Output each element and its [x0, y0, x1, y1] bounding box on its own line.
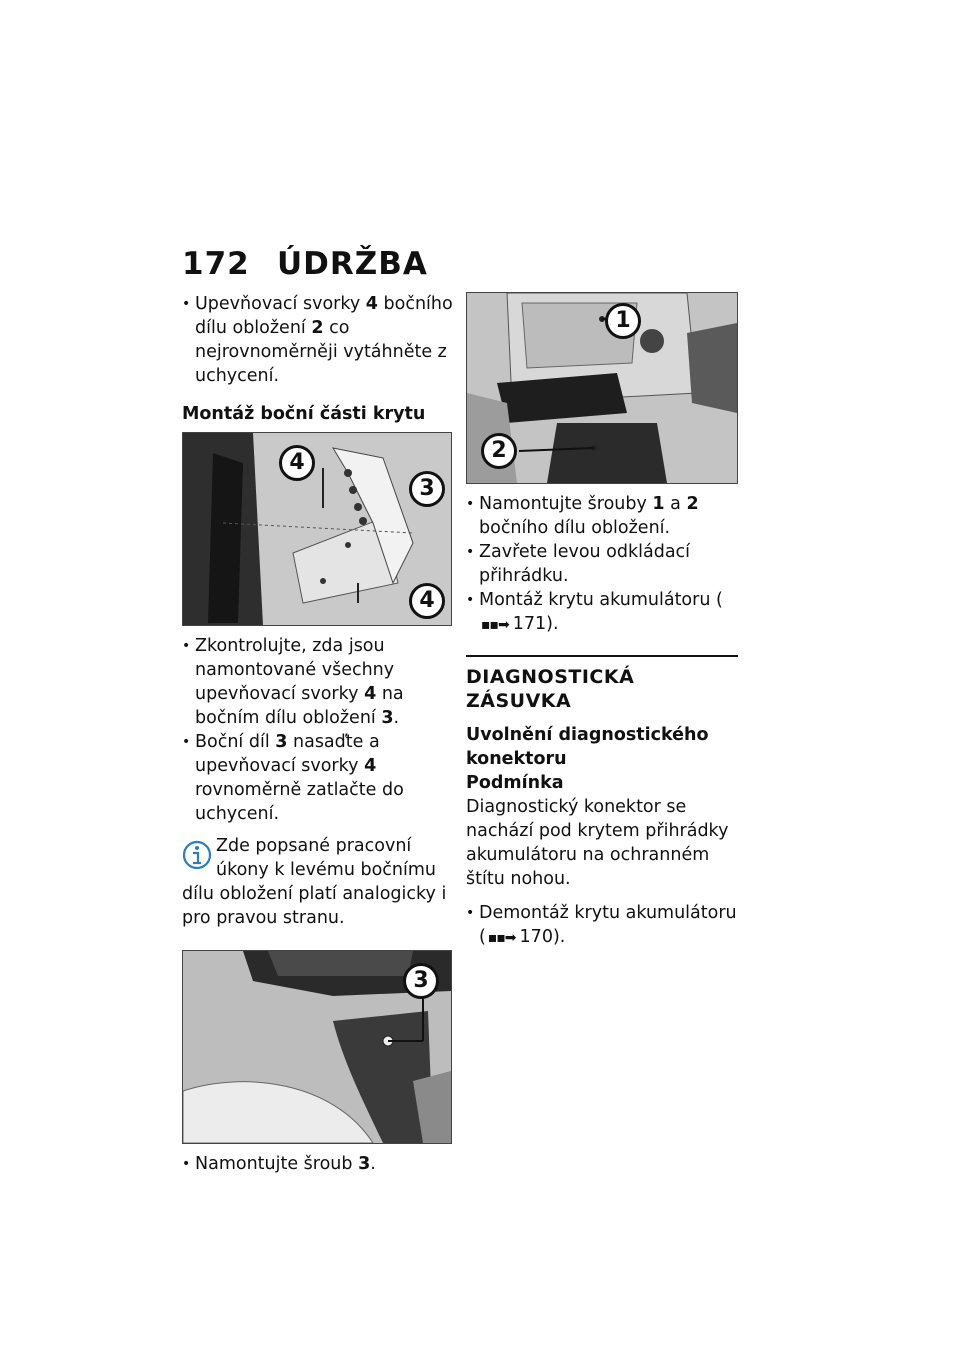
list-item: • Zavřete levou odkládací přihrádku.	[466, 540, 738, 588]
note-line-2: úkony k levému bočnímu	[216, 860, 436, 880]
section-title: DIAGNOSTICKÁ ZÁSUVKA	[466, 666, 635, 712]
note-line-1: Zde popsané pracovní	[216, 836, 412, 856]
callout-2: 2	[481, 433, 517, 469]
list-item: • Boční díl 3 nasaďte a upevňovací svorky 4 rovnoměrně zatlačte do uchycení.	[182, 730, 454, 826]
list-item: • Montáž krytu akumulátoru (▪▪➡ 171).	[466, 588, 738, 637]
figure-screw-3	[182, 950, 452, 1144]
section-divider	[466, 655, 738, 657]
list-item: • Demontáž krytu akumulátoru ( ▪▪➡ 170).	[466, 901, 738, 950]
page-ref-arrow-icon: ▪▪➡	[481, 617, 509, 633]
note-text: dílu obložení platí analogicky i pro pravou stranu.	[182, 884, 447, 928]
callout-3: 3	[403, 963, 439, 999]
info-icon	[182, 840, 212, 870]
page-header	[182, 244, 442, 284]
subheading: Montáž boční části krytu	[182, 404, 426, 424]
subheading: Uvolnění diagnostického konektoru	[466, 725, 709, 769]
list-item: • Namontujte šrouby 1 a 2 bočního dílu obložení.	[466, 492, 738, 540]
callout-1: 1	[605, 303, 641, 339]
callout-4: 4	[409, 583, 445, 619]
list-item: • Namontujte šroub 3.	[182, 1152, 454, 1176]
page-section-title: ÚDRŽBA	[277, 246, 428, 282]
figure-screws-1-2	[466, 292, 738, 484]
left-column	[182, 292, 454, 1176]
page-number: 172	[182, 246, 250, 282]
list-item: • Upevňovací svorky 4 bočního dílu obložení 2 co nejrovnoměrněji vytáhněte z uchycení.	[182, 292, 454, 388]
condition-text: Diagnostický konektor se nachází pod krytem přihrádky akumulátoru na ochranném štítu nohou.	[466, 797, 729, 889]
condition-label: Podmínka	[466, 773, 564, 793]
right-column	[466, 292, 738, 950]
callout-4: 4	[279, 445, 315, 481]
callout-3: 3	[409, 471, 445, 507]
page-ref-arrow-icon: ▪▪➡	[487, 930, 516, 946]
list-item: • Zkontrolujte, zda jsou namontované všechny upevňovací svorky 4 na bočním dílu obložení 3.	[182, 634, 454, 730]
figure-side-panel	[182, 432, 452, 626]
info-note	[182, 834, 454, 930]
